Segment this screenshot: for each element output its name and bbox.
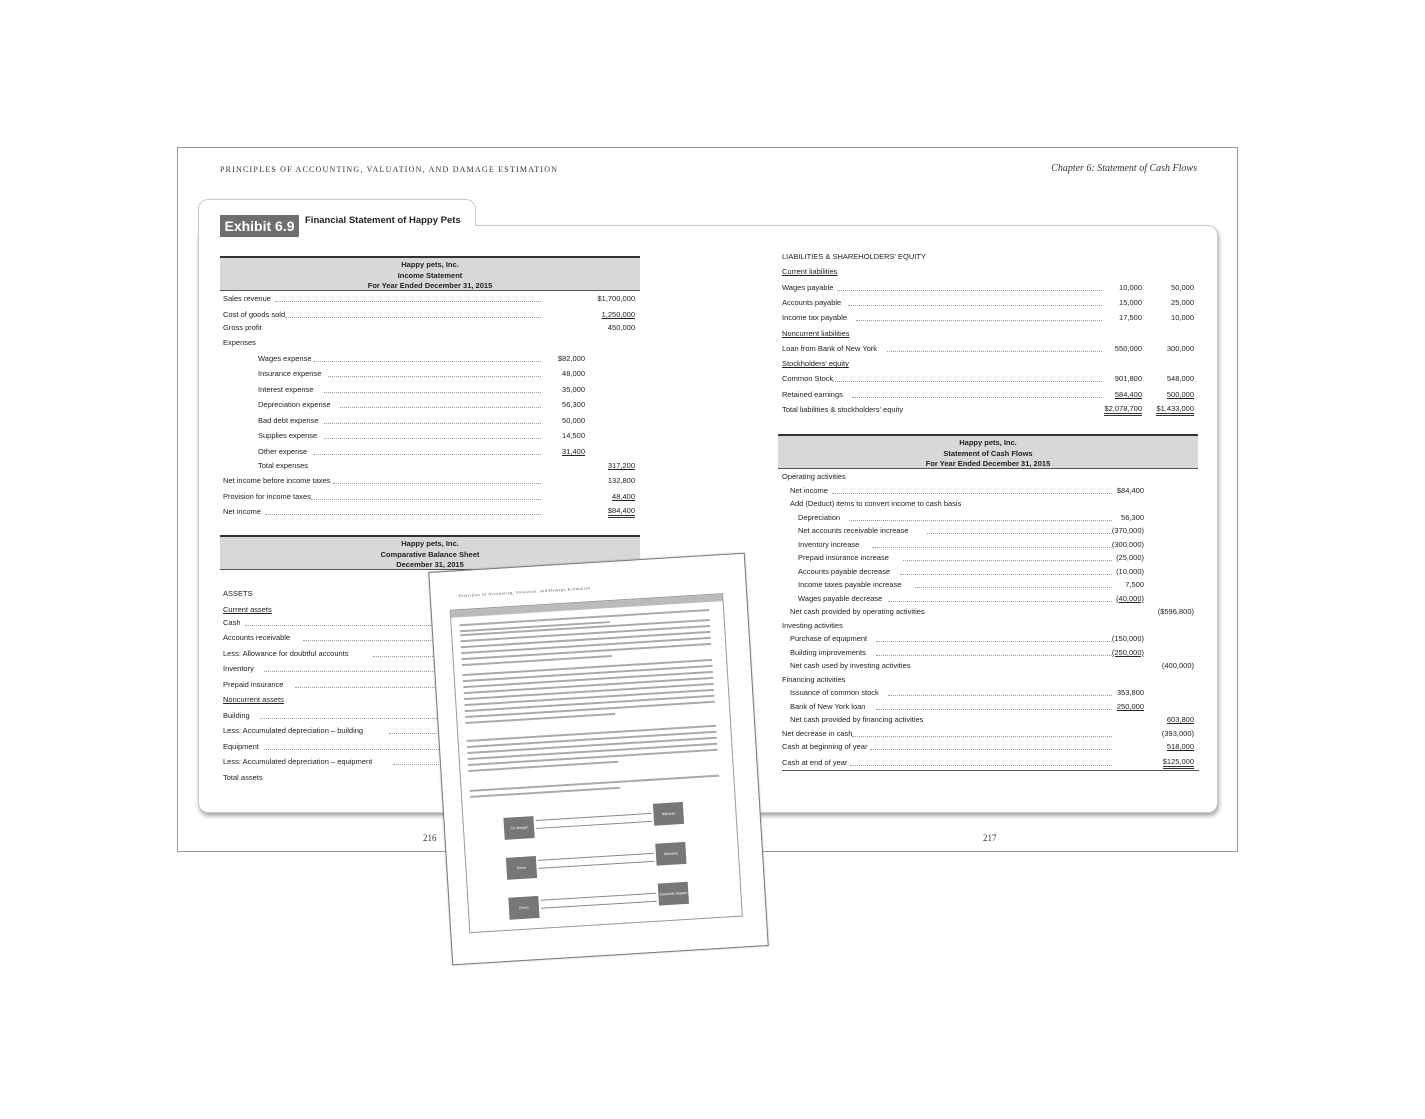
row-value: 25,000 bbox=[1171, 297, 1194, 307]
row-value: 56,300 bbox=[562, 400, 585, 409]
overlay-flow-arrow bbox=[536, 821, 652, 829]
ledger-row bbox=[782, 405, 1197, 415]
row-label: Supplies expense bbox=[258, 431, 318, 440]
overlay-entity-box: Stoneville Aegean Ltd. bbox=[658, 882, 689, 906]
overlay-sidebar-title-bar bbox=[451, 594, 723, 618]
overlay-flow-arrow bbox=[536, 813, 652, 821]
adjustment-row bbox=[782, 580, 1197, 590]
row-value: 603,800 bbox=[1166, 715, 1194, 724]
row-label: Depreciation expense bbox=[258, 400, 331, 409]
row-label: Accounts payable decrease bbox=[798, 566, 891, 576]
statement-period: For Year Ended December 31, 2015 bbox=[367, 281, 493, 290]
row-label: Retained earnings bbox=[782, 389, 843, 399]
row-value: (400,000) bbox=[1161, 661, 1194, 670]
row-value: ($596,800) bbox=[1157, 607, 1194, 616]
company-name: Happy pets, Inc. bbox=[401, 539, 459, 548]
overlay-entity-box: Enron bbox=[506, 856, 537, 880]
ledger-row bbox=[782, 344, 1197, 354]
row-value: 548,000 bbox=[1166, 374, 1194, 384]
ledger-row bbox=[782, 607, 1197, 617]
ledger-row bbox=[782, 758, 1197, 768]
row-label: Net income bbox=[223, 507, 261, 516]
row-label: Cash bbox=[223, 617, 241, 627]
expense-row bbox=[223, 416, 638, 426]
company-name: Happy pets, Inc. bbox=[401, 260, 459, 269]
row-label: Noncurrent liabilities bbox=[782, 328, 850, 338]
company-name: Happy pets, Inc. bbox=[959, 438, 1017, 447]
row-value: 300,000 bbox=[1166, 343, 1194, 353]
row-label: Wages payable decrease bbox=[798, 593, 883, 603]
ledger-row bbox=[782, 688, 1197, 698]
left-running-header: PRINCIPLES OF ACCOUNTING, VALUATION, AND DAMAGE ESTIMATION bbox=[220, 165, 559, 174]
row-label: Expenses bbox=[223, 338, 256, 347]
ledger-row bbox=[223, 492, 638, 502]
adjustment-row bbox=[782, 553, 1197, 563]
row-label: Inventory increase bbox=[798, 539, 860, 549]
row-label: Depreciation bbox=[798, 512, 841, 522]
row-label: Other expense bbox=[258, 446, 308, 456]
row-value: $84,400 bbox=[608, 507, 635, 518]
row-value: $1,700,000 bbox=[597, 294, 635, 303]
expense-row bbox=[223, 354, 638, 364]
row-label: Accounts receivable bbox=[223, 633, 291, 642]
ledger-row bbox=[223, 310, 638, 320]
statement-title: Statement of Cash Flows bbox=[943, 448, 1033, 458]
expense-row bbox=[223, 400, 638, 410]
row-value: 50,000 bbox=[562, 415, 585, 425]
row-value: 901,800 bbox=[1114, 374, 1142, 384]
row-value: 14,500 bbox=[562, 431, 585, 440]
row-label: Less: Allowance for doubtful accounts bbox=[223, 648, 349, 658]
overlay-entity-box: Mahonia bbox=[653, 802, 684, 826]
adjustment-row bbox=[782, 594, 1197, 604]
overlay-flow-arrow bbox=[540, 893, 656, 901]
row-label: Prepaid insurance increase bbox=[798, 553, 889, 562]
ledger-row bbox=[782, 486, 1197, 496]
row-label: Loan from Bank of New York bbox=[782, 343, 878, 353]
row-value: (25,000) bbox=[1116, 553, 1144, 562]
ledger-row bbox=[782, 715, 1197, 725]
row-value: 35,000 bbox=[562, 384, 585, 394]
row-label: Net accounts receivable increase bbox=[798, 526, 909, 535]
row-value: $84,400 bbox=[1116, 485, 1144, 495]
ledger-row bbox=[782, 634, 1197, 644]
row-value: (40,000) bbox=[1116, 593, 1144, 603]
row-label: Net cash used by investing activities bbox=[790, 661, 911, 670]
row-value: 48,400 bbox=[612, 491, 635, 501]
row-label: Current liabilities bbox=[782, 267, 838, 277]
row-value: $82,000 bbox=[557, 353, 585, 363]
row-label: Operating activities bbox=[782, 472, 846, 481]
exhibit-title: Financial Statement of Happy Pets bbox=[305, 215, 461, 226]
row-label: Net cash provided by financing activities bbox=[790, 715, 924, 724]
section-label bbox=[782, 621, 1197, 631]
row-label: Net cash provided by operating activities bbox=[790, 607, 925, 616]
ledger-row bbox=[782, 313, 1197, 323]
overlay-sidebar-box bbox=[450, 593, 743, 933]
row-label: Common Stock bbox=[782, 374, 834, 384]
row-label: Investing activities bbox=[782, 620, 843, 630]
row-value: $125,000 bbox=[1163, 758, 1194, 769]
overlay-flow-arrow bbox=[541, 901, 657, 909]
row-value: 7,500 bbox=[1125, 580, 1144, 589]
row-value: 56,300 bbox=[1121, 512, 1144, 522]
row-label: Purchase of equipment bbox=[790, 634, 868, 643]
row-label: Wages payable bbox=[782, 282, 834, 292]
row-value: 1,250,000 bbox=[601, 309, 635, 319]
section-label bbox=[782, 267, 1197, 277]
row-value: $2,078,700 bbox=[1104, 405, 1142, 416]
overlay-page bbox=[428, 553, 768, 966]
section-label bbox=[782, 329, 1197, 339]
row-label: Current assets bbox=[223, 604, 272, 614]
ledger-row bbox=[223, 461, 638, 471]
row-label: Stockholders' equity bbox=[782, 359, 849, 369]
row-label: Inventory bbox=[223, 664, 254, 673]
overlay-flow-arrow bbox=[539, 861, 655, 869]
row-value: 17,500 bbox=[1119, 313, 1142, 323]
row-label: Cash at end of year bbox=[782, 758, 848, 767]
row-value: (250,000) bbox=[1111, 647, 1144, 657]
adjustment-row bbox=[782, 567, 1197, 577]
adjustment-row bbox=[782, 540, 1197, 550]
expense-row bbox=[223, 385, 638, 395]
row-label: Noncurrent assets bbox=[223, 695, 284, 704]
row-label: Income taxes payable increase bbox=[798, 580, 902, 589]
ledger-row bbox=[782, 742, 1197, 752]
right-page-number: 217 bbox=[983, 833, 997, 843]
row-label: Issuance of common stock bbox=[790, 688, 879, 697]
ledger-row bbox=[223, 507, 638, 517]
ledger-row bbox=[782, 298, 1197, 308]
row-value: 10,000 bbox=[1171, 313, 1194, 323]
row-label: Less: Accumulated depreciation – building bbox=[223, 726, 364, 735]
ledger-row bbox=[782, 729, 1197, 739]
section-label bbox=[782, 359, 1197, 369]
row-label: Wages expense bbox=[258, 353, 312, 363]
ledger-row bbox=[782, 390, 1197, 400]
row-value: (10,000) bbox=[1116, 566, 1144, 576]
row-label: Net income bbox=[790, 485, 828, 495]
row-label: Building improvements bbox=[790, 647, 866, 657]
row-value: 50,000 bbox=[1171, 282, 1194, 292]
row-value: 132,800 bbox=[607, 476, 635, 485]
row-value: 317,200 bbox=[607, 460, 635, 470]
overlay-entity-box: Mahonia bbox=[655, 842, 686, 866]
row-value: 550,000 bbox=[1114, 343, 1142, 353]
row-label: Total expenses bbox=[258, 460, 309, 470]
row-label: Insurance expense bbox=[258, 369, 322, 378]
ledger-row bbox=[782, 499, 1197, 509]
row-value: 48,000 bbox=[562, 369, 585, 378]
row-label: Bank of New York loan bbox=[790, 701, 866, 711]
statement-date: December 31, 2015 bbox=[396, 560, 464, 569]
overlay-flow-arrow bbox=[538, 853, 654, 861]
section-label bbox=[782, 675, 1197, 685]
row-value: 450,000 bbox=[607, 322, 635, 332]
right-running-header: Chapter 6: Statement of Cash Flows bbox=[1051, 163, 1197, 174]
row-label: Provision for income taxes bbox=[223, 491, 311, 501]
ledger-row bbox=[223, 323, 638, 333]
row-label: Sales revenue bbox=[223, 294, 271, 303]
row-label: Interest expense bbox=[258, 384, 314, 394]
ledger-row bbox=[223, 338, 638, 348]
row-value: 15,000 bbox=[1119, 297, 1142, 307]
row-label: Total assets bbox=[223, 772, 263, 782]
ledger-row bbox=[782, 283, 1197, 293]
ledger-row bbox=[782, 374, 1197, 384]
ledger-row bbox=[782, 648, 1197, 658]
row-label: Net income before income taxes bbox=[223, 476, 331, 485]
expense-row bbox=[223, 431, 638, 441]
row-value: 518,000 bbox=[1166, 742, 1194, 751]
row-label: Income tax payable bbox=[782, 313, 848, 323]
adjustment-row bbox=[782, 513, 1197, 523]
row-label: Gross profit bbox=[223, 322, 262, 332]
row-value: (300,000) bbox=[1111, 539, 1144, 549]
ledger-row bbox=[223, 476, 638, 486]
row-value: 10,000 bbox=[1119, 282, 1142, 292]
adjustment-row bbox=[782, 526, 1197, 536]
ledger-row bbox=[782, 661, 1197, 671]
row-label: Net decrease in cash bbox=[782, 728, 853, 738]
left-page-number: 216 bbox=[423, 833, 437, 843]
cash-flow-header bbox=[778, 434, 1198, 469]
row-label: Bad debt expense bbox=[258, 415, 319, 425]
exhibit-badge: Exhibit 6.9 bbox=[220, 215, 299, 237]
expense-row bbox=[223, 369, 638, 379]
row-value: (393,000) bbox=[1161, 728, 1194, 738]
overlay-entity-box: J.P. Morgan bbox=[503, 816, 534, 840]
income-statement-header bbox=[220, 256, 640, 291]
row-value: $1,433,000 bbox=[1156, 405, 1194, 416]
row-label: LIABILITIES & SHAREHOLDERS' EQUITY bbox=[782, 252, 926, 261]
row-label: Cash at beginning of year bbox=[782, 742, 868, 751]
expense-row bbox=[223, 447, 638, 457]
statement-title: Comparative Balance Sheet bbox=[380, 549, 480, 559]
row-label: Total liabilities & stockholders' equity bbox=[782, 405, 904, 414]
overlay-entity-box: Enron bbox=[508, 896, 539, 920]
overlay-running-header: Principles of Accounting, Valuation, and Damage Estimation bbox=[458, 585, 591, 599]
row-value: 353,800 bbox=[1116, 688, 1144, 697]
row-label: Cost of goods sold bbox=[223, 309, 286, 319]
section-label bbox=[782, 252, 1197, 262]
row-label: Building bbox=[223, 710, 250, 720]
row-value: 584,400 bbox=[1114, 389, 1142, 399]
row-label: Accounts payable bbox=[782, 297, 842, 307]
row-label: Financing activities bbox=[782, 674, 846, 684]
row-value: 31,400 bbox=[562, 446, 585, 456]
row-label: Add (Deduct) items to convert income to cash basis bbox=[790, 499, 962, 508]
row-label: Prepaid insurance bbox=[223, 679, 284, 689]
ledger-row bbox=[782, 702, 1197, 712]
statement-title: Income Statement bbox=[397, 270, 463, 280]
row-label: Equipment bbox=[223, 741, 259, 751]
ledger-row bbox=[223, 294, 638, 304]
row-value: (150,000) bbox=[1111, 634, 1144, 643]
row-label: Less: Accumulated depreciation – equipment bbox=[223, 757, 373, 766]
closing-rule bbox=[782, 770, 1199, 771]
row-label: ASSETS bbox=[223, 589, 253, 598]
row-value: 250,000 bbox=[1116, 701, 1144, 711]
row-value: (370,000) bbox=[1111, 526, 1144, 535]
statement-period: For Year Ended December 31, 2015 bbox=[925, 459, 1051, 468]
row-value: 500,000 bbox=[1166, 389, 1194, 399]
section-label bbox=[782, 472, 1197, 482]
